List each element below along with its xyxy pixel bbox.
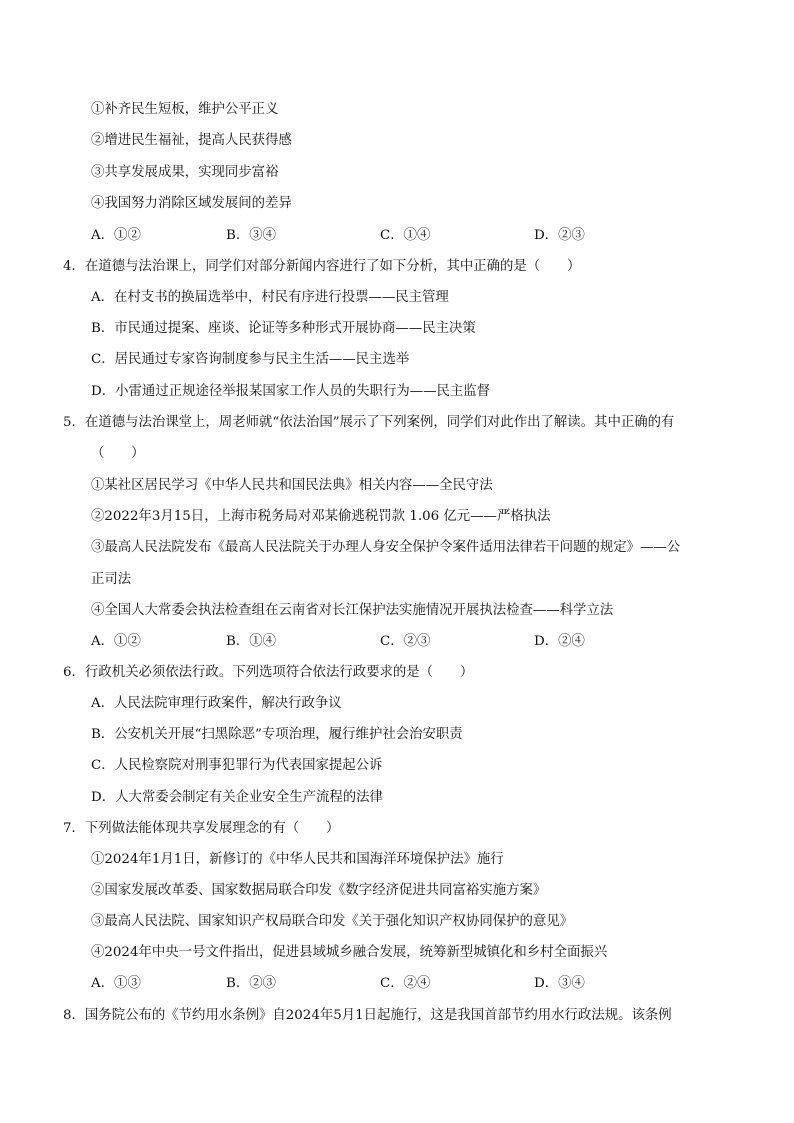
prev-item-3: ③共享发展成果，实现同步富裕 bbox=[91, 165, 279, 180]
option-d: D．②③ bbox=[534, 228, 585, 243]
q5-item-3: ③最高人民法院发布《最高人民法院关于办理人身安全保护令案件适用法律若干问题的规定》——公 bbox=[91, 540, 681, 555]
q6-stem: 6．行政机关必须依法行政。下列选项符合依法行政要求的是（ ） bbox=[63, 665, 474, 680]
q5-item-4: ④全国人大常委会执法检查组在云南省对长江保护法实施情况开展执法检查——科学立法 bbox=[91, 603, 614, 618]
q6-option-d: D．人大常委会制定有关企业安全生产流程的法律 bbox=[91, 790, 383, 805]
q4-option-d: D．小雷通过正规途径举报某国家工作人员的失职行为——民主监督 bbox=[91, 384, 491, 399]
q4-option-c: C．居民通过专家咨询制度参与民主生活——民主选举 bbox=[91, 352, 410, 367]
q8-stem: 8．国务院公布的《节约用水条例》自2024年5月1日起施行，这是我国首部节约用水行政法规。该条例 bbox=[63, 1008, 672, 1023]
q6-option-c: C．人民检察院对刑事犯罪行为代表国家提起公诉 bbox=[91, 758, 383, 773]
q7-item-4: ④2024年中央一号文件指出，促进县域城乡融合发展，统筹新型城镇化和乡村全面振兴 bbox=[91, 945, 608, 960]
q5-item-3-continued: 正司法 bbox=[91, 572, 132, 587]
option-b: B．③④ bbox=[226, 228, 277, 243]
q7-item-3: ③最高人民法院、国家知识产权局联合印发《关于强化知识产权协同保护的意见》 bbox=[91, 914, 574, 929]
q6-option-b: B．公安机关开展“扫黑除恶”专项治理，履行维护社会治安职责 bbox=[91, 727, 463, 742]
prev-item-4: ④我国努力消除区域发展间的差异 bbox=[91, 196, 292, 211]
option-c: C．②④ bbox=[380, 976, 431, 991]
q4-stem: 4．在道德与法治课上，同学们对部分新闻内容进行了如下分析，其中正确的是（ ） bbox=[63, 259, 581, 274]
option-c: C．①④ bbox=[380, 228, 431, 243]
option-a: A．①③ bbox=[91, 976, 141, 991]
q7-item-2: ②国家发展改革委、国家数据局联合印发《数字经济促进共同富裕实施方案》 bbox=[91, 883, 547, 898]
prev-item-1: ①补齐民生短板，维护公平正义 bbox=[91, 102, 279, 117]
q5-stem-continued: （ ） bbox=[91, 446, 145, 461]
prev-item-2: ②增进民生福祉，提高人民获得感 bbox=[91, 133, 292, 148]
q5-options bbox=[0, 634, 794, 650]
option-b: B．①④ bbox=[226, 634, 277, 649]
q4-option-a: A．在村支书的换届选举中，村民有序进行投票——民主管理 bbox=[91, 290, 449, 305]
q7-stem: 7．下列做法能体现共享发展理念的有（ ） bbox=[63, 821, 340, 836]
q6-option-a: A．人民法院审理行政案件，解决行政争议 bbox=[91, 696, 342, 711]
option-d: D．②④ bbox=[534, 634, 585, 649]
q5-item-2: ②2022年3月15日，上海市税务局对邓某偷逃税罚款 1.06 亿元——严格执法 bbox=[91, 509, 551, 524]
option-c: C．②③ bbox=[380, 634, 431, 649]
q7-item-1: ①2024年1月1日，新修订的《中华人民共和国海洋环境保护法》施行 bbox=[91, 852, 504, 867]
option-b: B．②③ bbox=[226, 976, 277, 991]
q5-stem: 5．在道德与法治课堂上，周老师就“依法治国”展示了下列案例，同学们对此作出了解读。其中正确的有 bbox=[63, 415, 675, 430]
option-d: D．③④ bbox=[534, 976, 585, 991]
prev-options bbox=[0, 228, 794, 244]
option-a: A．①② bbox=[91, 228, 141, 243]
q5-item-1: ①某社区居民学习《中华人民共和国民法典》相关内容——全民守法 bbox=[91, 478, 493, 493]
q4-option-b: B．市民通过提案、座谈、论证等多种形式开展协商——民主决策 bbox=[91, 321, 476, 336]
q7-options bbox=[0, 976, 794, 992]
option-a: A．①② bbox=[91, 634, 141, 649]
